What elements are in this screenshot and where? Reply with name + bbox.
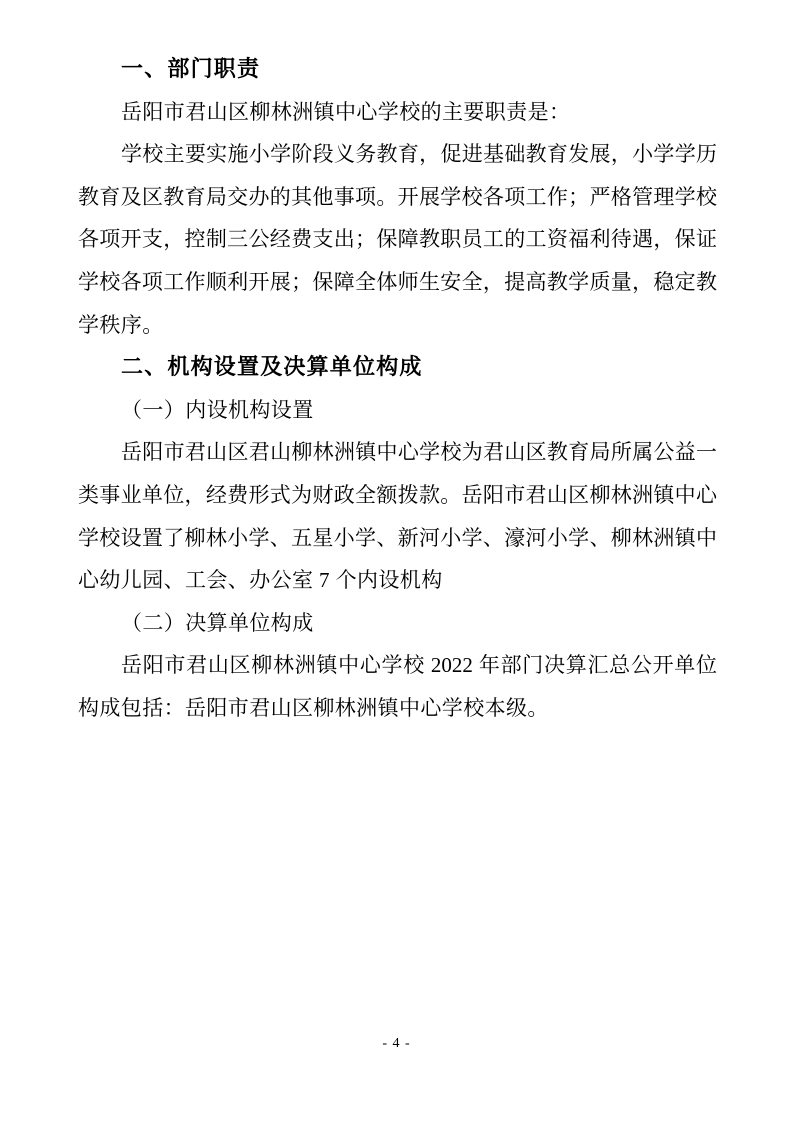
section-1-heading: 一、部门职责 <box>121 56 261 81</box>
paragraph-line: 岳阳市君山区柳林洲镇中心学校 2022 年部门决算汇总公开单位 <box>121 653 717 678</box>
paragraph-line: 构成包括：岳阳市君山区柳林洲镇中心学校本级。 <box>78 695 549 720</box>
document-body <box>78 48 717 730</box>
subsection-2-heading: （二）决算单位构成 <box>121 610 314 635</box>
paragraph-line: 学校主要实施小学阶段义务教育，促进基础教育发展，小学学历 <box>121 142 717 167</box>
paragraph-line: 岳阳市君山区君山柳林洲镇中心学校为君山区教育局所属公益一 <box>121 440 717 465</box>
paragraph-line: 学校各项工作顺利开展；保障全体师生安全，提高教学质量，稳定教 <box>78 269 717 294</box>
paragraph-line: 学秩序。 <box>78 312 164 337</box>
paragraph-line: 教育及区教育局交办的其他事项。开展学校各项工作；严格管理学校 <box>78 184 717 209</box>
paragraph-line: 学校设置了柳林小学、五星小学、新河小学、濠河小学、柳林洲镇中 <box>78 525 717 550</box>
paragraph-line: 类事业单位，经费形式为财政全额拨款。岳阳市君山区柳林洲镇中心 <box>78 482 717 507</box>
page-number: - 4 - <box>382 1036 411 1051</box>
paragraph-line: 心幼儿园、工会、办公室 7 个内设机构 <box>78 568 443 593</box>
section-2-heading: 二、机构设置及决算单位构成 <box>121 354 423 380</box>
paragraph-line: 岳阳市君山区柳林洲镇中心学校的主要职责是： <box>121 99 571 124</box>
paragraph-line: 各项开支，控制三公经费支出；保障教职员工的工资福利待遇，保证 <box>78 227 717 252</box>
subsection-1-heading: （一）内设机构设置 <box>121 397 314 422</box>
